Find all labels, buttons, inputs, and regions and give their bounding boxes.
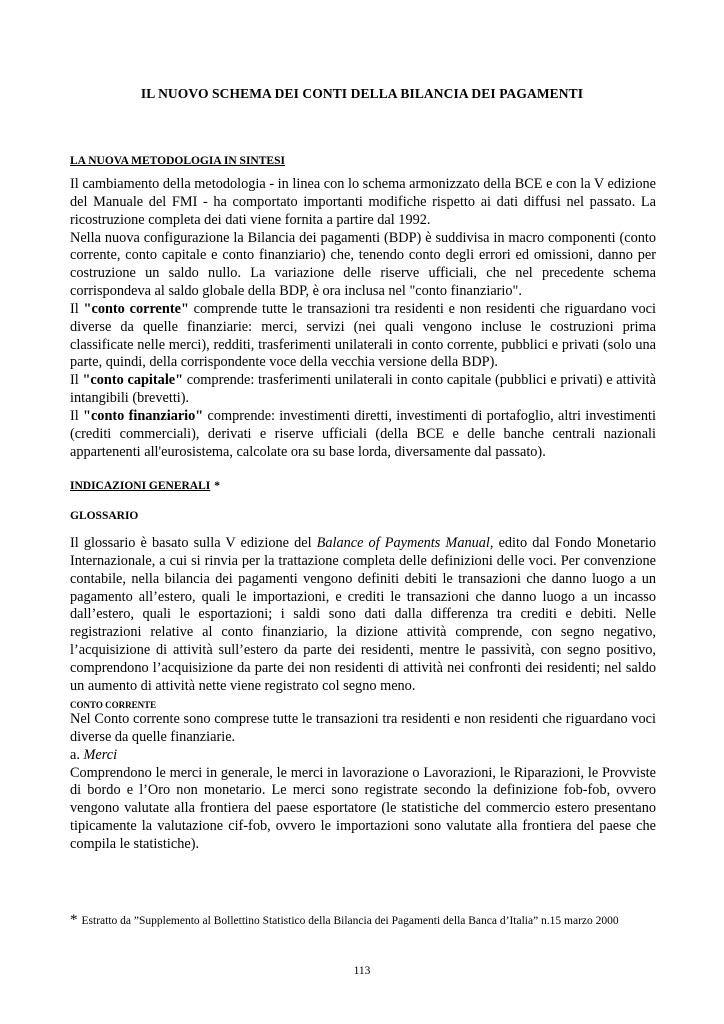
subheading-conto-corrente: CONTO CORRENTE	[70, 700, 157, 710]
list-item-merci	[70, 747, 656, 765]
text-run: Il glossario è basato sulla V edizione del	[70, 535, 317, 551]
paragraph	[70, 535, 656, 696]
section-heading-metodologia: LA NUOVA METODOLOGIA IN SINTESI	[70, 155, 285, 167]
conto-corrente-body	[70, 711, 656, 854]
glossario-body	[70, 535, 656, 696]
page-number: 113	[353, 965, 371, 977]
paragraph	[70, 408, 656, 462]
section-heading-text: INDICAZIONI GENERALI	[70, 480, 211, 492]
section-body-metodologia	[70, 176, 656, 462]
term-conto-corrente: "conto corrente"	[83, 300, 189, 317]
footnote-marker: *	[70, 912, 78, 928]
page-title: IL NUOVO SCHEMA DEI CONTI DELLA BILANCIA DEI PAGAMENTI	[140, 86, 584, 101]
item-label: Merci	[83, 746, 118, 763]
text-run: comprende tutte le transazioni tra residenti e non residenti che riguardano voci diverse da quelle finanziarie: merci, servizi (nei quali vengono incluse le costruzioni prima classificate nelle merci), redditi, trasferimenti unilaterali in conto corrente, pubblici e privati (solo una parte, quindi, della corrispondente voce della vecchia versione della BDP).	[70, 300, 657, 371]
footnote	[70, 912, 670, 929]
footnote-marker: *	[214, 480, 221, 492]
paragraph: Nel Conto corrente sono comprese tutte le transazioni tra residenti e non residenti che riguardano voci diverse da quelle finanziarie.	[70, 711, 656, 745]
paragraph: Il cambiamento della metodologia - in linea con lo schema armonizzato della BCE e con la V edizione del Manuale del FMI - ha comportato importanti modifiche rispetto ai dati diffusi nel passato. La ricostruzione completa dei dati viene fornita a partire dal 1992.	[70, 176, 656, 228]
text-run: Il	[70, 372, 83, 389]
text-run: comprende: trasferimenti unilaterali in conto capitale (pubblici e privati) e attività intangibili (brevetti).	[70, 372, 657, 407]
section-heading-indicazioni	[70, 480, 220, 492]
paragraph	[70, 372, 656, 408]
item-prefix: a.	[70, 746, 84, 763]
text-run: Il	[70, 407, 84, 424]
term-conto-finanziario: "conto finanziario"	[83, 407, 204, 424]
paragraph	[70, 301, 656, 372]
text-run: Il	[70, 300, 84, 317]
text-run: , edito dal Fondo Monetario Internazionale, a cui si rinvia per la trattazione completa delle definizioni delle voci. Per convenzione contabile, nella bilancia dei pagamenti vengono definiti debiti le transazioni che danno luogo a un pagamento all’estero, quali le importazioni, e crediti le transazioni che danno luogo a un incasso dall’estero, quali le esportazioni; i saldi sono dati dalla differenza tra crediti e debiti. Nelle registrazioni relative al conto finanziario, la dizione attività comprende, con segno negativo, l’acquisizione di attività sull’estero da parte dei residenti, mentre le passività, con segno positivo, comprendono l’acquisizione da parte dei non residenti di attività nei confronti dei residenti; nel saldo un aumento di attività nette viene registrato col segno meno.	[70, 535, 656, 694]
manual-title: Balance of Payments Manual	[316, 535, 490, 551]
paragraph: Comprendono le merci in generale, le merci in lavorazione o Lavorazioni, le Riparazioni, le Provviste di bordo e l’Oro non monetario. Le merci sono registrate secondo la definizione fob-fob, ovvero vengono valutate alla frontiera del paese esportatore (le statistiche del commercio estero presentano tipicamente la valutazione cif-fob, ovvero le importazioni sono valutate alla frontiera del paese che compila le statistiche).	[70, 764, 656, 852]
paragraph: Nella nuova configurazione la Bilancia dei pagamenti (BDP) è suddivisa in macro componenti (conto corrente, conto capitale e conto finanziario) che, tenendo conto degli errori ed omissioni, danno per costruzione un saldo nullo. La variazione delle riserve ufficiali, che nel precedente schema corrispondeva al saldo globale della BDP, è ora inclusa nel "conto finanziario".	[70, 229, 656, 300]
term-conto-capitale: "conto capitale"	[82, 372, 184, 389]
footnote-text: Estratto da ”Supplemento al Bollettino Statistico della Bilancia dei Pagamenti della Banca d’Italia” n.15 marzo 2000	[81, 915, 619, 927]
text-run: comprende: investimenti diretti, investimenti di portafoglio, altri investimenti (crediti commerciali), derivati e riserve ufficiali (della BCE e delle banche centrali nazionali appartenenti all'eurosistema, calcolate ora su base lorda, diversamente dal passato).	[70, 407, 656, 460]
subheading-glossario: GLOSSARIO	[70, 510, 139, 522]
